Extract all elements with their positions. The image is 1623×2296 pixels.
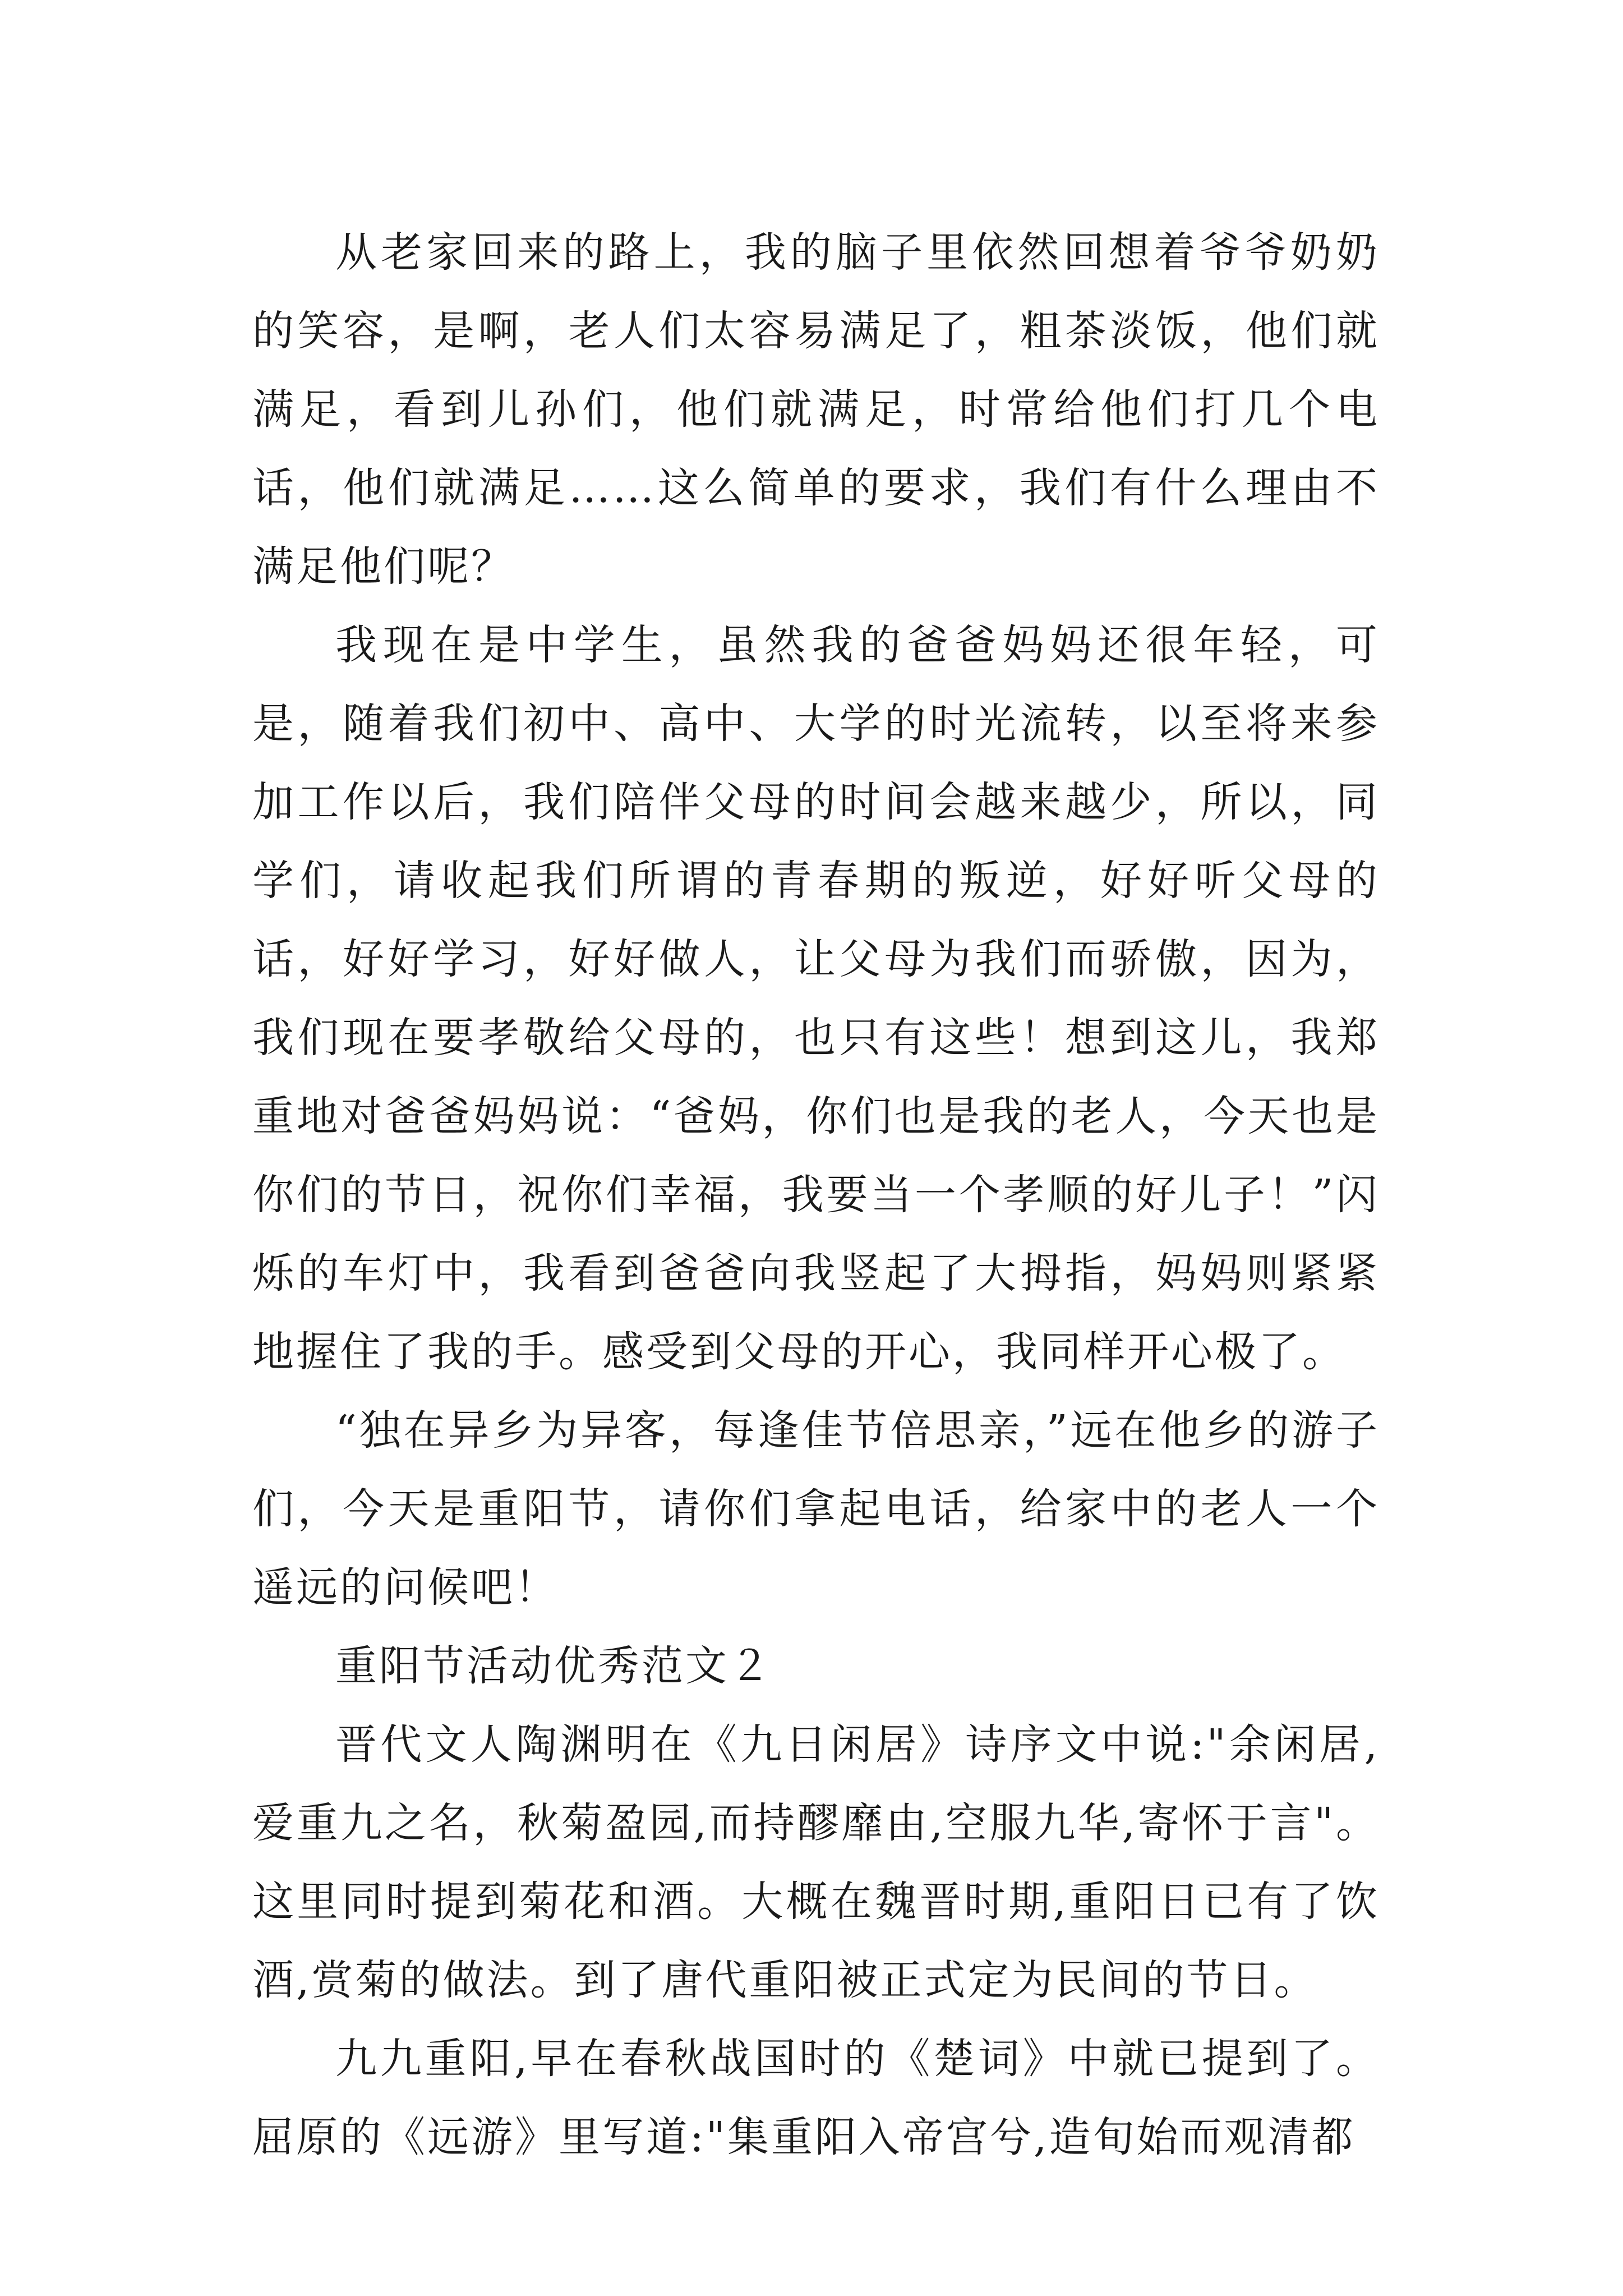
document-body <box>252 213 1380 2177</box>
paragraph-1: 从老家回来的路上，我的脑子里依然回想着爷爷奶奶的笑容，是啊，老人们太容易满足了，粗茶淡饭，他们就满足，看到儿孙们，他们就满足，时常给他们打几个电话，他们就满足……这么简单的要求，我们有什么理由不满足他们呢？ <box>252 228 1380 591</box>
paragraph-3: “独在异乡为异客，每逢佳节倍思亲，”远在他乡的游子们，今天是重阳节，请你们拿起电话，给家中的老人一个遥远的问候吧！ <box>252 1406 1380 1612</box>
paragraph-4: 晋代文人陶渊明在《九日闲居》诗序文中说:"余闲居,爱重九之名，秋菊盈园,而持醪靡由,空服九华,寄怀于言"。这里同时提到菊花和酒。大概在魏晋时期,重阳日已有了饮酒,赏菊的做法。到了唐代重阳被正式定为民间的节日。 <box>252 1720 1380 2004</box>
section-heading: 重阳节活动优秀范文２ <box>335 1642 773 1690</box>
paragraph-2: 我现在是中学生，虽然我的爸爸妈妈还很年轻，可是，随着我们初中、高中、大学的时光流转，以至将来参加工作以后，我们陪伴父母的时间会越来越少，所以，同学们，请收起我们所谓的青春期的叛逆，好好听父母的话，好好学习，好好做人，让父母为我们而骄傲，因为，我们现在要孝敬给父母的，也只有这些！想到这儿，我郑重地对爸爸妈妈说：“爸妈，你们也是我的老人，今天也是你们的节日，祝你们幸福，我要当一个孝顺的好儿子！”闪烁的车灯中，我看到爸爸向我竖起了大拇指，妈妈则紧紧地握住了我的手。感受到父母的开心，我同样开心极了。 <box>252 621 1380 1376</box>
paragraph-5: 九九重阳,早在春秋战国时的《楚词》中就已提到了。屈原的《远游》里写道:"集重阳入帝宫兮,造旬始而观清都 <box>252 2035 1380 2161</box>
